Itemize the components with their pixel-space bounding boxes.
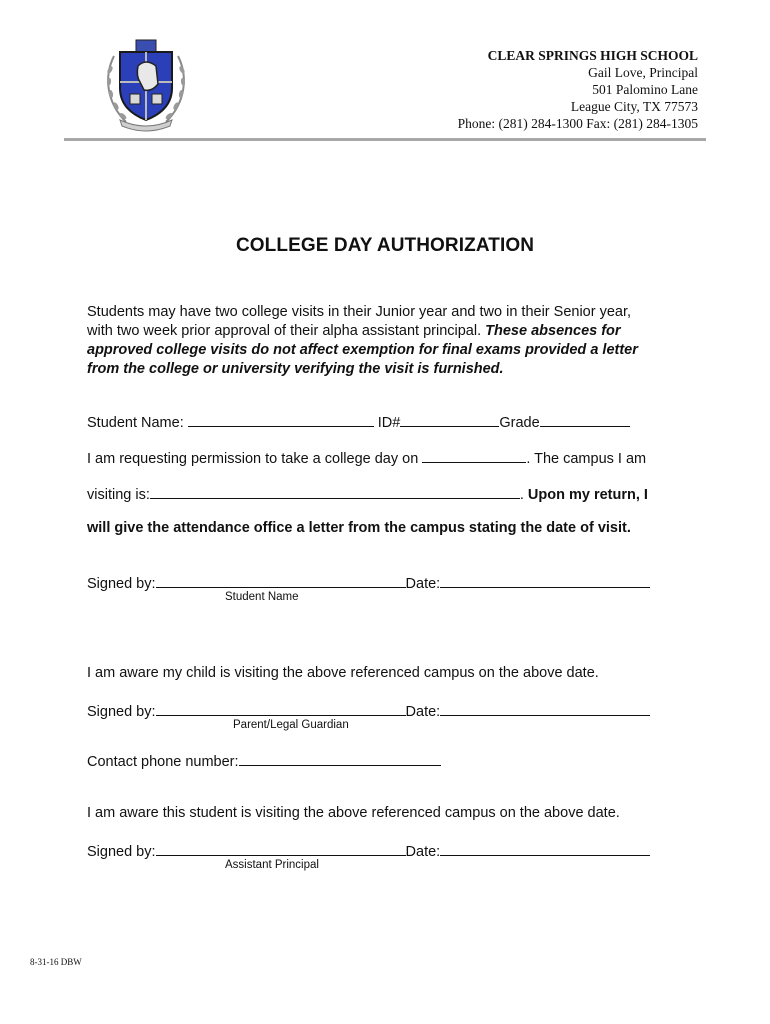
school-name: CLEAR SPRINGS HIGH SCHOOL [487, 48, 698, 63]
intro-paragraph [87, 303, 638, 379]
student-signature-row [87, 573, 650, 594]
phone-fax: Phone: (281) 284-1300 Fax: (281) 284-1305 [457, 116, 698, 131]
attendance-letter-note: will give the attendance office a letter from the campus stating the date of visit. [87, 520, 631, 536]
ap-signature-field[interactable] [156, 841, 406, 856]
grade-field[interactable] [540, 412, 630, 427]
parent-date-label: Date: [405, 704, 441, 720]
visiting-label: visiting is: [87, 487, 150, 503]
parent-signed-label: Signed by: [87, 704, 156, 720]
ap-date-label: Date: [405, 844, 441, 860]
request-line-1 [87, 448, 646, 469]
intro-line-2-emphasis: These absences for [485, 323, 621, 339]
student-signed-label: Signed by: [87, 576, 156, 592]
parent-signature-field[interactable] [156, 701, 406, 716]
college-day-date-field[interactable] [422, 448, 526, 463]
intro-line-3: approved college visits do not affect exemption for final exams provided a letter [87, 342, 638, 358]
request-text-b: . The campus I am [526, 451, 647, 467]
intro-line-2-text: with two week prior approval of their alpha assistant principal. [87, 323, 486, 339]
student-id-field[interactable] [400, 412, 499, 427]
request-line-2 [87, 484, 648, 505]
letterhead [458, 47, 698, 132]
student-date-field[interactable] [440, 573, 650, 588]
student-name-label: Student Name: [87, 415, 188, 431]
form-revision-code: 8-31-16 DBW [30, 957, 82, 967]
principal-name: Gail Love, Principal [588, 65, 698, 80]
ap-caption: Assistant Principal [225, 859, 319, 871]
parent-caption: Parent/Legal Guardian [233, 719, 349, 731]
visiting-period: . [519, 487, 528, 503]
header-divider [64, 138, 706, 141]
student-date-label: Date: [405, 576, 441, 592]
contact-phone-row [87, 751, 441, 772]
grade-label: Grade [499, 415, 540, 431]
student-name-field[interactable] [188, 412, 374, 427]
ap-signed-label: Signed by: [87, 844, 156, 860]
city-state-zip: League City, TX 77573 [570, 99, 698, 114]
contact-phone-field[interactable] [239, 751, 441, 766]
return-text: Upon my return, I [527, 487, 648, 503]
ap-signature-row [87, 841, 650, 862]
intro-line-1: Students may have two college visits in their Junior year and two in their Senior year, [87, 304, 632, 320]
intro-line-4: from the college or university verifying the visit is furnished. [87, 361, 504, 377]
street-address: 501 Palomino Lane [592, 82, 698, 97]
student-id-label: ID# [373, 415, 401, 431]
parent-signature-row [87, 701, 650, 722]
student-signature-field[interactable] [156, 573, 406, 588]
student-name-caption: Student Name [225, 591, 299, 603]
parent-statement: I am aware my child is visiting the above referenced campus on the above date. [87, 665, 599, 681]
student-info-row [87, 412, 630, 433]
campus-field[interactable] [150, 484, 520, 499]
school-crest-logo [100, 36, 192, 132]
parent-date-field[interactable] [440, 701, 650, 716]
ap-statement: I am aware this student is visiting the above referenced campus on the above date. [87, 805, 620, 821]
ap-date-field[interactable] [440, 841, 650, 856]
intro-line-2 [87, 322, 638, 341]
request-text-a: I am requesting permission to take a college day on [87, 451, 423, 467]
contact-phone-label: Contact phone number: [87, 754, 239, 770]
form-title: COLLEGE DAY AUTHORIZATION [235, 235, 535, 256]
